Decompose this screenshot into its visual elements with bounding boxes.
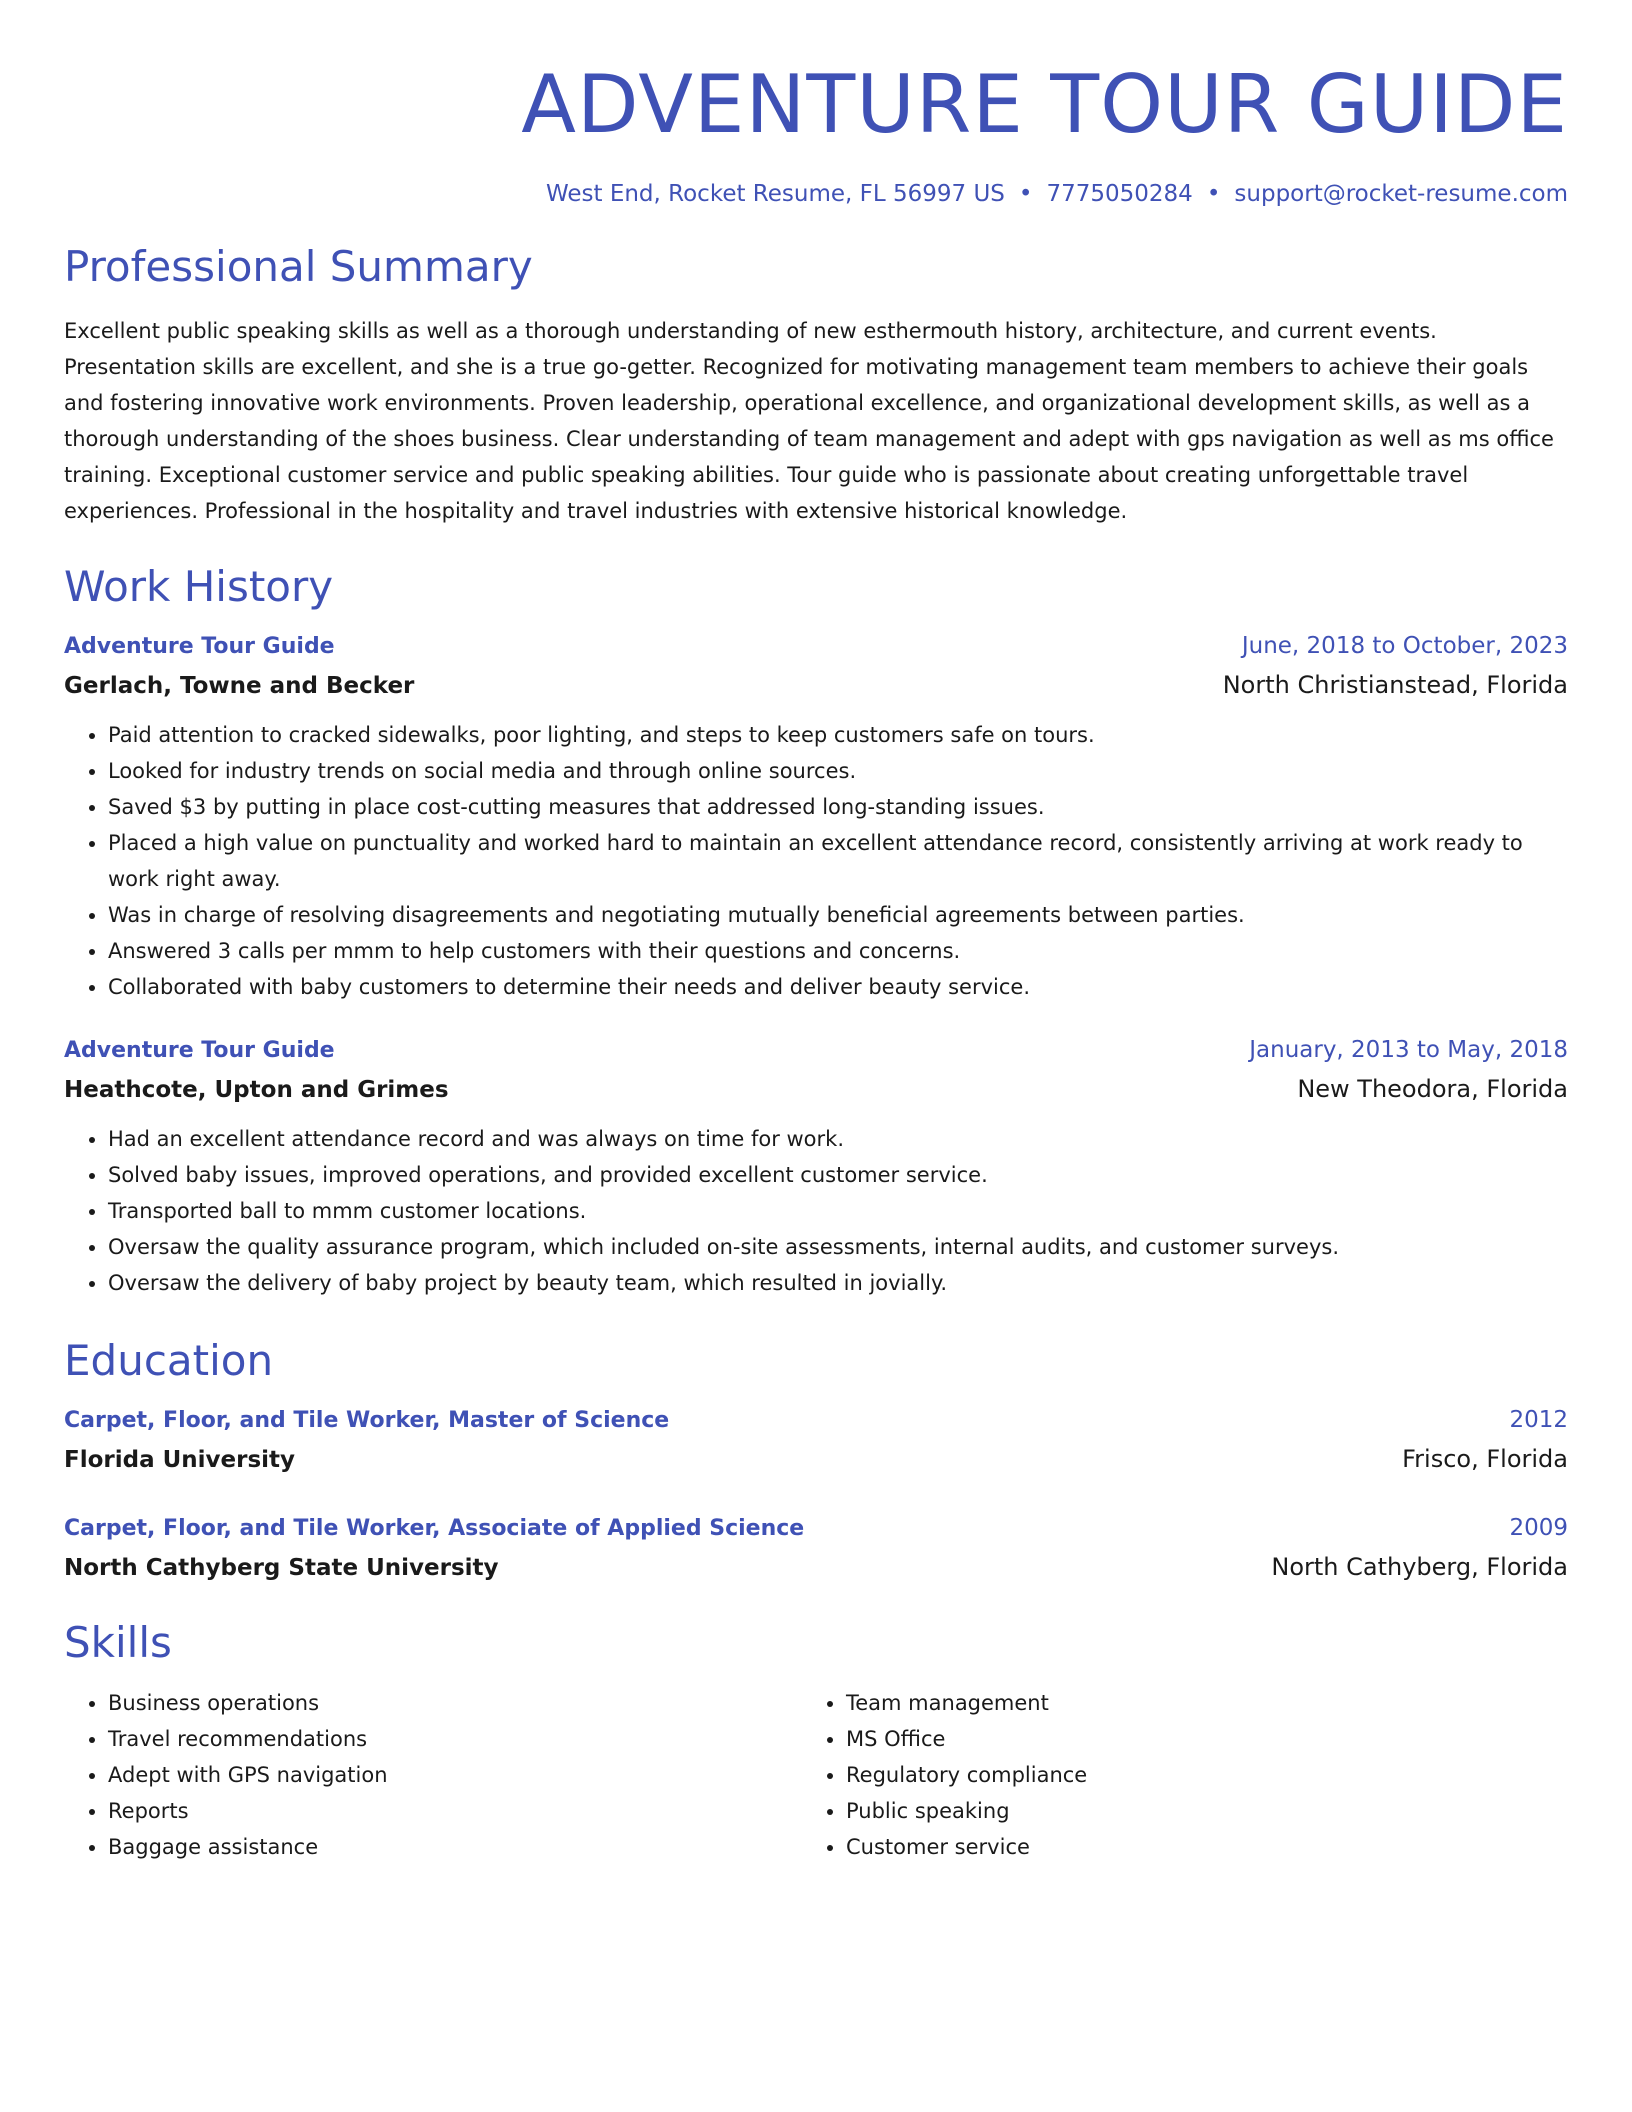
skill-item: • Travel recommendations [108,1721,802,1757]
job-bullets [64,717,1568,1005]
skills-column-left [64,1685,802,1865]
education-entry [64,1509,1568,1587]
skills-column-right [802,1685,1540,1865]
skill-item: • Regulatory compliance [846,1757,1540,1793]
education-entry [64,1401,1568,1479]
job-bullet: • Paid attention to cracked sidewalks, poor lighting, and steps to keep customers safe on tours. [108,717,1568,753]
job-dates: June, 2018 to October, 2023 [1241,633,1568,659]
degree-title: Carpet, Floor, and Tile Worker, Associate of Applied Science [64,1516,805,1541]
job-bullet: • Oversaw the delivery of baby project by beauty team, which resulted in jovially. [108,1265,1568,1301]
skills-heading: Skills [64,1618,172,1667]
contact-separator: • [1206,181,1221,207]
school-name: North Cathyberg State University [64,1555,499,1581]
job-bullet: • Had an excellent attendance record and was always on time for work. [108,1121,1568,1157]
skill-item: • MS Office [846,1721,1540,1757]
summary-heading: Professional Summary [64,242,533,291]
job-bullet: • Oversaw the quality assurance program, which included on-site assessments, internal audits, and customer surveys. [108,1229,1568,1265]
job-company: Heathcote, Upton and Grimes [64,1077,449,1103]
resume-name-heading: ADVENTURE TOUR GUIDE [521,58,1568,151]
job-entry [64,1031,1568,1301]
summary-section [64,239,1568,529]
job-location: New Theodora, Florida [1297,1075,1568,1103]
degree-year: 2009 [1509,1515,1568,1541]
school-name: Florida University [64,1447,296,1473]
job-bullet: • Saved $3 by putting in place cost-cutting measures that addressed long-standing issues. [108,789,1568,825]
job-bullet: • Answered 3 calls per mmm to help customers with their questions and concerns. [108,933,1568,969]
skill-item: • Business operations [108,1685,802,1721]
contact-phone: 7775050284 [1046,181,1193,207]
skill-item: • Baggage assistance [108,1829,802,1865]
school-location: North Cathyberg, Florida [1271,1553,1568,1581]
work-history-section [64,559,1568,1301]
skill-item: • Team management [846,1685,1540,1721]
skills-section [64,1615,1568,1865]
degree-title: Carpet, Floor, and Tile Worker, Master of Science [64,1408,670,1433]
summary-text: Excellent public speaking skills as well as a thorough understanding of new esthermouth history, architecture, and current events. Presentation skills are excellent, and she is a true go-getter. Recognized for motivating management team members to achieve their goals and fostering innovative work environments. Proven leadership, operational excellence, and organizational development skills, as well as a thorough understanding of the shoes business. Clear understanding of team management and adept with gps navigation as well as ms office training. Exceptional customer service and public speaking abilities. Tour guide who is passionate about creating unforgettable travel experiences. Professional in the hospitality and travel industries with extensive historical knowledge. [64,319,1554,523]
contact-line [64,178,1568,210]
skill-item: • Reports [108,1793,802,1829]
job-location: North Christianstead, Florida [1222,671,1568,699]
skill-item: • Customer service [846,1829,1540,1865]
degree-year: 2012 [1509,1407,1568,1433]
job-bullet: • Looked for industry trends on social media and through online sources. [108,753,1568,789]
school-location: Frisco, Florida [1402,1445,1568,1473]
job-company: Gerlach, Towne and Becker [64,673,415,699]
job-bullet: • Placed a high value on punctuality and worked hard to maintain an excellent attendance record, consistently arriving at work ready to work right away. [108,825,1568,897]
job-bullet: • Collaborated with baby customers to determine their needs and deliver beauty service. [108,969,1568,1005]
contact-separator: • [1018,181,1033,207]
work-history-heading: Work History [64,562,334,611]
skill-item: • Adept with GPS navigation [108,1757,802,1793]
contact-email: support@rocket-resume.com [1234,181,1568,207]
education-heading: Education [64,1336,274,1385]
job-bullet: • Transported ball to mmm customer locations. [108,1193,1568,1229]
job-bullets [64,1121,1568,1301]
job-bullet: • Solved baby issues, improved operations, and provided excellent customer service. [108,1157,1568,1193]
job-entry [64,627,1568,1005]
job-title: Adventure Tour Guide [64,634,335,659]
contact-address: West End, Rocket Resume, FL 56997 US [545,181,1005,207]
job-bullet: • Was in charge of resolving disagreements and negotiating mutually beneficial agreements between parties. [108,897,1568,933]
skill-item: • Public speaking [846,1793,1540,1829]
job-title: Adventure Tour Guide [64,1038,335,1063]
skills-grid [64,1685,1568,1865]
job-dates: January, 2013 to May, 2018 [1249,1037,1568,1063]
education-section [64,1333,1568,1587]
